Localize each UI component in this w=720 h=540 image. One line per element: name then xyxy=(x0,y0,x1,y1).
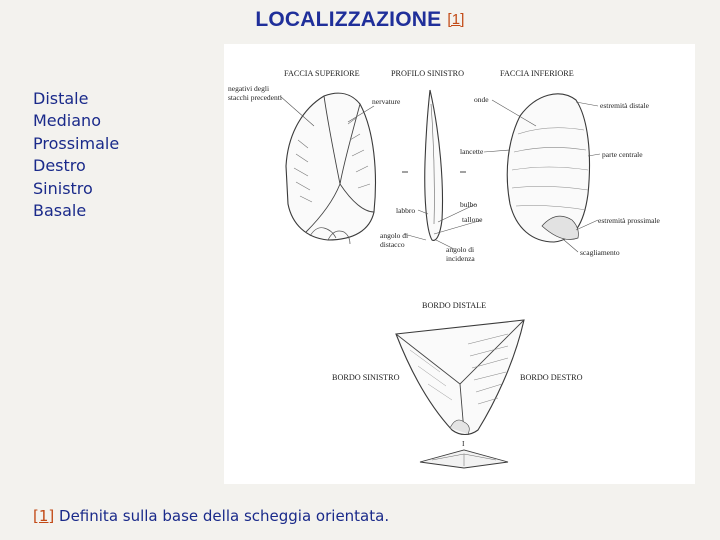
label-lancets: lancette xyxy=(460,147,484,156)
page-title xyxy=(0,8,720,32)
term-item-distale: Distale xyxy=(33,89,89,108)
title-text: LOCALIZZAZIONE xyxy=(255,8,442,31)
heading-distal-edge: BORDO DISTALE xyxy=(422,301,487,310)
label-ridges: nervature xyxy=(372,97,401,106)
heading-bottom-face: FACCIA INFERIORE xyxy=(500,69,574,78)
label-incidence-angle-1: angolo di xyxy=(446,245,475,254)
term-item-basale: Basale xyxy=(33,201,87,221)
label-lip: labbro xyxy=(396,206,416,215)
heading-right-edge: BORDO DESTRO xyxy=(520,373,583,382)
footnote xyxy=(33,507,389,525)
cross-section-drawing xyxy=(420,450,508,468)
heading-left-profile: PROFILO SINISTRO xyxy=(391,69,465,78)
label-waves: onde xyxy=(474,95,489,104)
profile-drawing xyxy=(425,90,443,240)
label-negatives-2: stacchi precedenti xyxy=(228,93,282,102)
label-mark: I xyxy=(462,439,465,448)
footnote-ref-link[interactable]: [1] xyxy=(33,507,55,525)
label-butt: tallone xyxy=(462,215,483,224)
term-item-destro: Destro xyxy=(33,156,86,176)
term-list xyxy=(33,88,119,222)
label-central-part: parte centrale xyxy=(602,150,643,159)
label-proximal-end: estremità prossimale xyxy=(598,216,660,225)
label-detach-angle-2: distacco xyxy=(380,240,405,249)
distal-edge-drawing xyxy=(396,320,524,435)
term-item-mediano: Mediano xyxy=(33,111,101,131)
heading-left-edge: BORDO SINISTRO xyxy=(332,373,400,382)
label-negatives-1: negativi degli xyxy=(228,84,270,93)
term-item-sinistro: Sinistro xyxy=(33,178,93,198)
label-scars: scagliamento xyxy=(580,248,620,257)
label-detach-angle-1: angolo di xyxy=(380,231,409,240)
heading-top-face: FACCIA SUPERIORE xyxy=(284,69,360,78)
label-incidence-angle-2: incidenza xyxy=(446,254,475,263)
flake-diagram xyxy=(224,44,695,484)
title-footnote-link[interactable]: [1] xyxy=(447,11,465,28)
label-distal-end: estremità distale xyxy=(600,101,649,110)
term-item-prossimale: Prossimale xyxy=(33,133,120,153)
dorsal-face-drawing xyxy=(286,93,375,244)
flake-orientation-figure xyxy=(224,44,695,484)
label-bulb: bulbo xyxy=(460,200,478,209)
footnote-text: Definita sulla base della scheggia orientata. xyxy=(59,507,390,525)
